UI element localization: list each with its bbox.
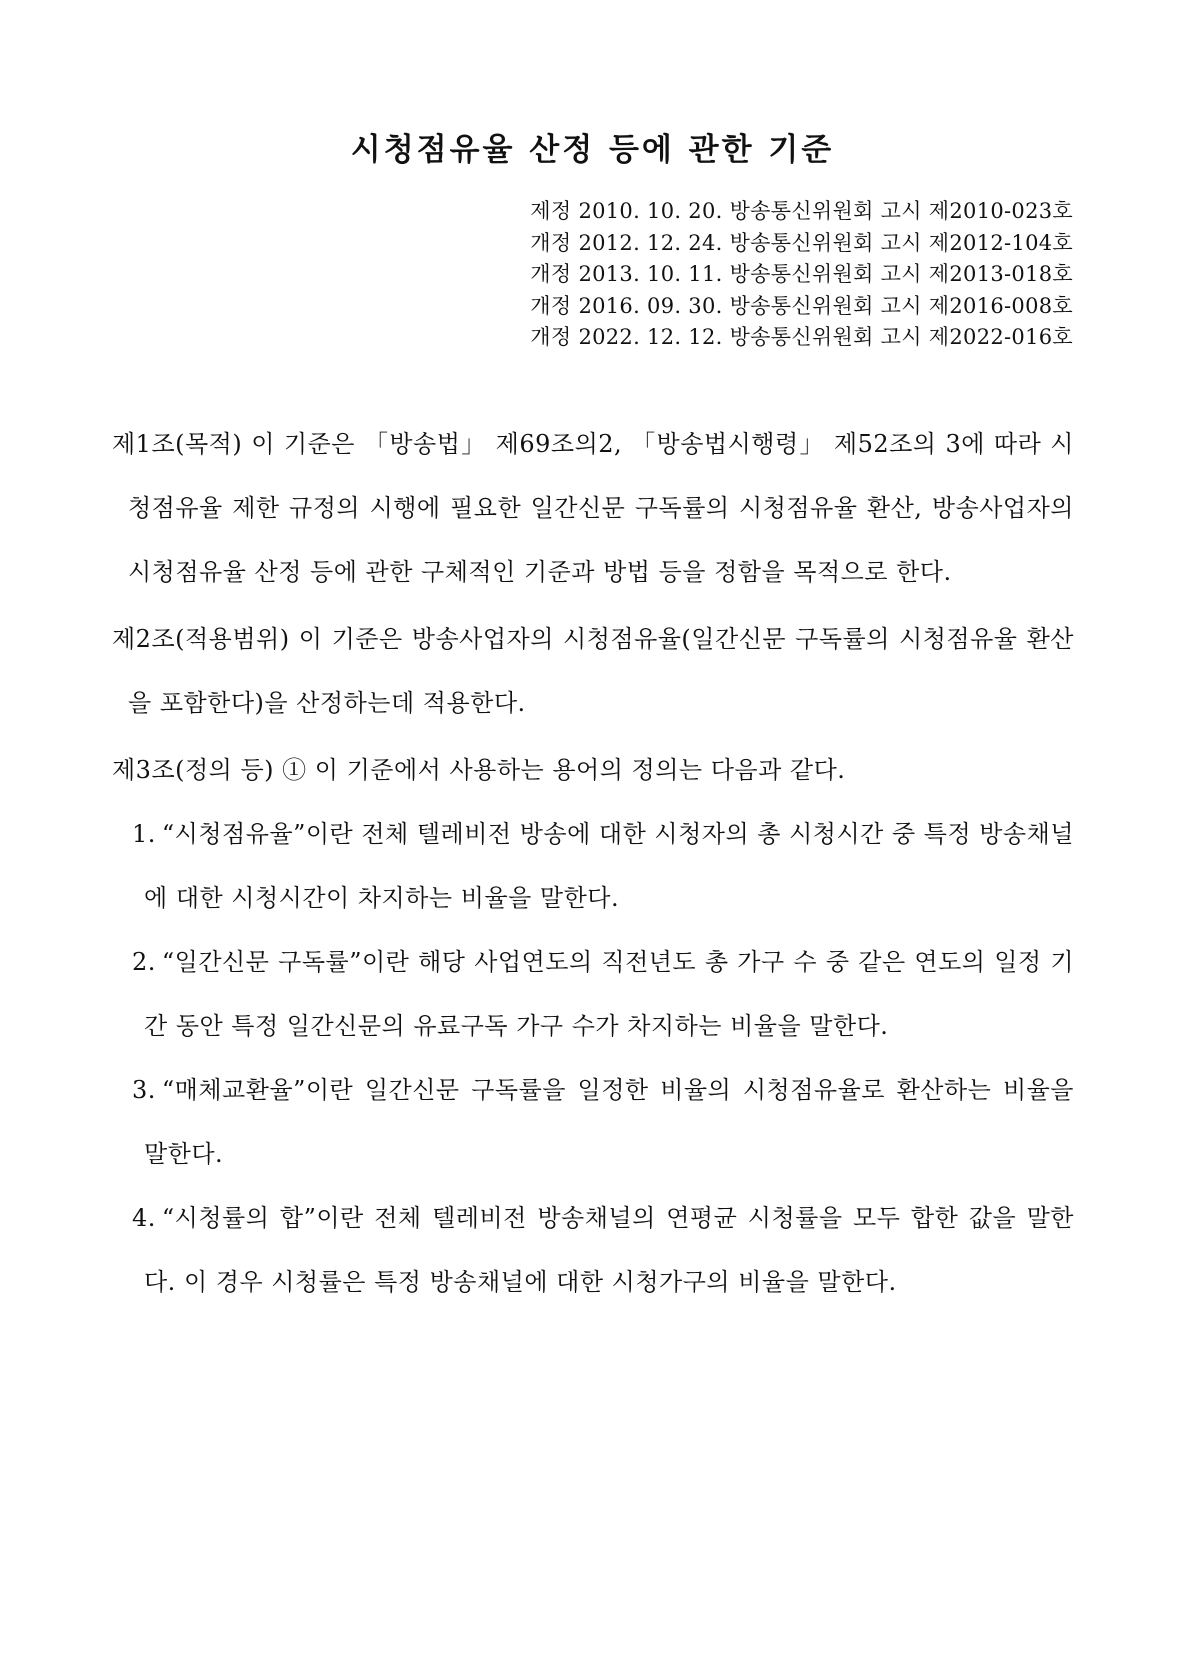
definition-number: 2. — [132, 948, 156, 976]
definition-number: 4. — [132, 1204, 156, 1232]
definition-list — [112, 802, 1074, 1314]
revision-entry: 개정 2013. 10. 11. 방송통신위원회 고시 제2013-018호 — [530, 262, 1073, 286]
definition-text: “시청률의 합”이란 전체 텔레비전 방송채널의 연평균 시청률을 모두 합한 값을 말한다. 이 경우 시청률은 특정 방송채널에 대한 시청가구의 비율을 말한다. — [144, 1204, 1074, 1296]
definition-number: 1. — [132, 820, 156, 848]
revision-history — [433, 196, 1073, 354]
definition-item — [112, 802, 1074, 930]
definition-item — [112, 1186, 1074, 1314]
definition-text: “일간신문 구독률”이란 해당 사업연도의 직전년도 총 가구 수 중 같은 연도의 일정 기간 동안 특정 일간신문의 유료구독 가구 수가 차지하는 비율을 말한다. — [144, 948, 1074, 1040]
definition-text: “시청점유율”이란 전체 텔레비전 방송에 대한 시청자의 총 시청시간 중 특정 방송채널에 대한 시청시간이 차지하는 비율을 말한다. — [144, 820, 1074, 912]
article-1-text: 제1조(목적) 이 기준은 「방송법」 제69조의2, 「방송법시행령」 제52조의 3에 따라 시청점유율 제한 규정의 시행에 필요한 일간신문 구독률의 시청점유율 환산, 방송사업자의 시청점유율 산정 등에 관한 구체적인 기준과 방법 등을 정함을 목적으로 한다. — [112, 430, 1074, 586]
article-1 — [112, 412, 1074, 604]
revision-entry: 개정 2012. 12. 24. 방송통신위원회 고시 제2012-104호 — [530, 230, 1073, 255]
document-title: 시청점유율 산정 등에 관한 기준 — [350, 132, 835, 168]
document-body — [112, 412, 1074, 1317]
definition-item — [112, 930, 1074, 1058]
definition-text: “매체교환율”이란 일간신문 구독률을 일정한 비율의 시청점유율로 환산하는 비율을 말한다. — [144, 1076, 1074, 1168]
article-2-text: 제2조(적용범위) 이 기준은 방송사업자의 시청점유율(일간신문 구독률의 시청점유율 환산을 포함한다)을 산정하는데 적용한다. — [112, 625, 1074, 717]
definition-item — [112, 1058, 1074, 1186]
definition-number: 3. — [132, 1076, 156, 1104]
article-2 — [112, 607, 1074, 735]
article-3-text: 제3조(정의 등) ① 이 기준에서 사용하는 용어의 정의는 다음과 같다. — [112, 756, 846, 784]
revision-entry: 개정 2016. 09. 30. 방송통신위원회 고시 제2016-008호 — [530, 293, 1073, 318]
article-3 — [112, 738, 1074, 1314]
revision-entry: 제정 2010. 10. 20. 방송통신위원회 고시 제2010-023호 — [530, 199, 1073, 223]
revision-entry: 개정 2022. 12. 12. 방송통신위원회 고시 제2022-016호 — [530, 325, 1073, 349]
